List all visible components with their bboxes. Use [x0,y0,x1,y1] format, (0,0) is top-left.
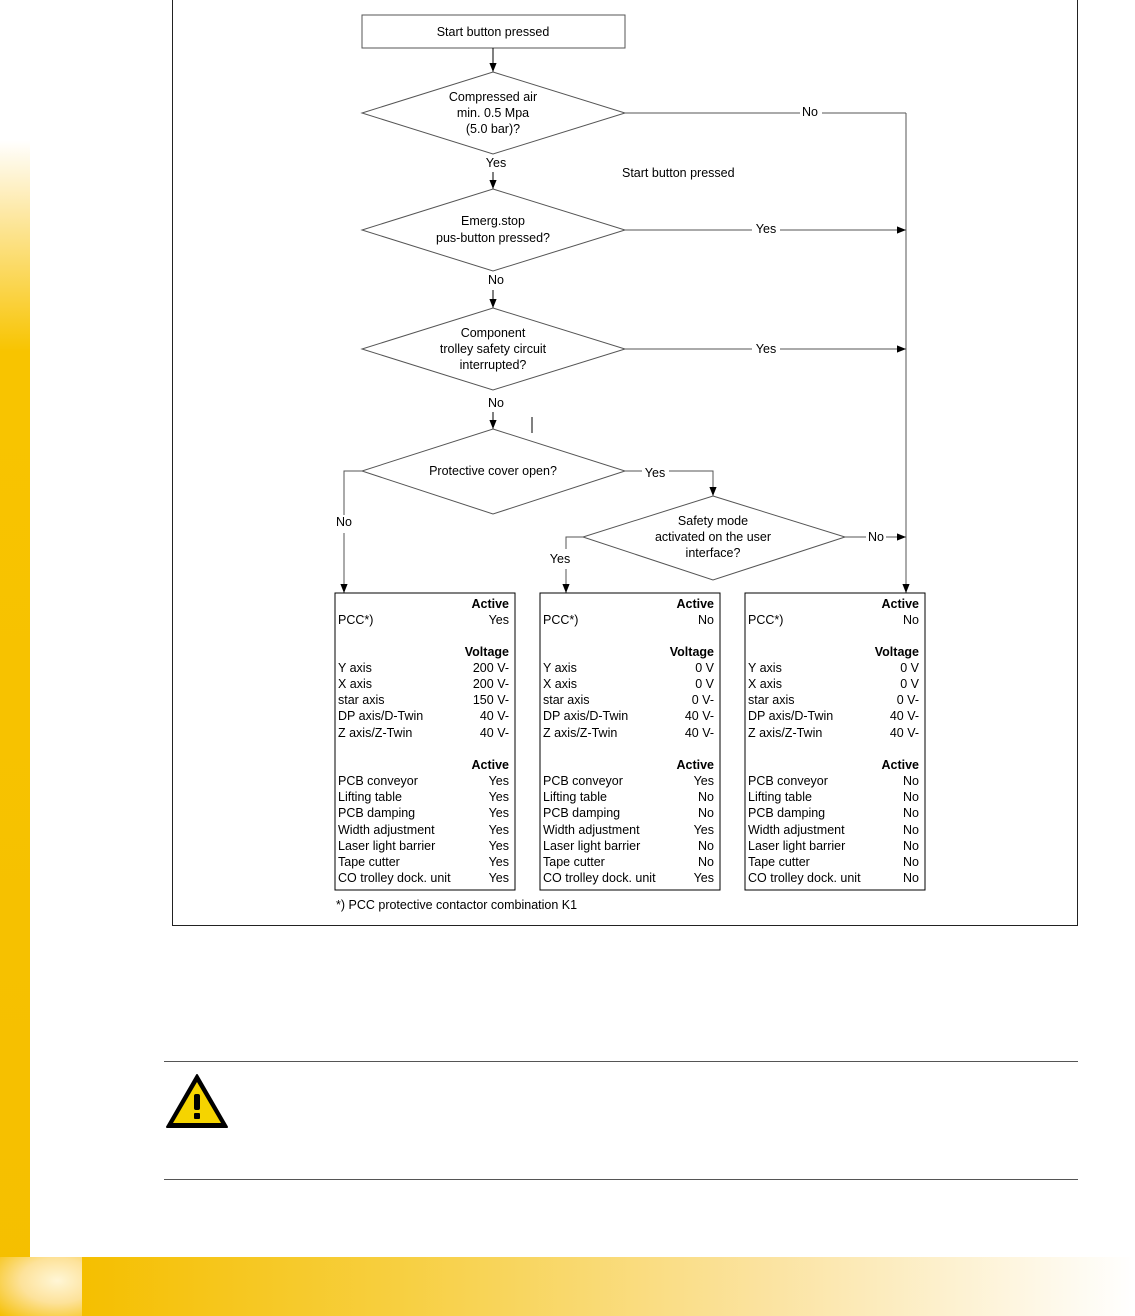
left-function-value: Yes [488,823,509,837]
right-function-value: No [903,855,919,869]
right-voltage-header: Voltage [874,645,919,659]
middle-voltage-label: DP axis/D-Twin [543,709,629,723]
edge-cover-no: No [336,515,352,529]
footnote: *) PCC protective contactor combination K1 [336,898,578,912]
middle-function-value: Yes [693,774,714,788]
left-function-value: Yes [488,790,509,804]
middle-voltage-value: 40 V- [684,709,714,723]
edge-estop-no: No [488,273,504,287]
right-function-label: CO trolley dock. unit [748,871,861,885]
right-function-label: Width adjustment [748,823,845,837]
status-box-middle [540,593,720,890]
right-function-value: No [903,823,919,837]
left-active-header: Active [471,758,509,772]
decision-safety-line2: activated on the user [654,530,772,544]
left-function-value: Yes [488,806,509,820]
decision-trolley-line3: interrupted? [459,358,527,372]
edge-estop-yes: Yes [755,222,777,236]
right-voltage-value: 0 V [900,661,919,675]
middle-voltage-value: 40 V- [684,726,714,740]
middle-function-value: No [698,806,714,820]
left-function-value: Yes [488,855,509,869]
edge-air-no: No [802,105,818,119]
connector-cover-no-a [344,471,362,515]
decision-air-line3: (5.0 bar)? [465,122,521,136]
start-label: Start button pressed [436,25,550,39]
left-voltage-label: star axis [338,693,385,707]
middle-function-label: Lifting table [543,790,607,804]
middle-pcc-header: Active [676,597,714,611]
edge-trolley-yes: Yes [755,342,777,356]
right-voltage-label: X axis [748,677,783,691]
middle-voltage-value: 0 V [695,661,714,675]
left-voltage-label: Y axis [338,661,372,675]
warning-bottom-rule [164,1179,1078,1180]
left-voltage-value: 40 V- [479,726,509,740]
right-voltage-value: 40 V- [889,709,919,723]
decision-air-line1: Compressed air [448,90,538,104]
edge-trolley-no: No [488,396,504,410]
middle-voltage-value: 0 V [695,677,714,691]
right-function-label: PCB damping [748,806,826,820]
middle-function-value: Yes [693,823,714,837]
warning-triangle-icon [164,1072,230,1130]
left-pcc-header: Active [471,597,509,611]
decision-estop-line2: pus-button pressed? [436,231,550,245]
left-voltage-value: 40 V- [479,709,509,723]
decision-cover-line1: Protective cover open? [429,464,557,478]
decision-safety-line3: interface? [685,546,741,560]
left-function-value: Yes [488,871,509,885]
right-function-value: No [903,806,919,820]
middle-voltage-header: Voltage [669,645,714,659]
middle-active-header: Active [676,758,714,772]
status-box-right [745,593,925,890]
decision-trolley-line2: trolley safety circuit [439,342,547,356]
left-pcc-value: Yes [488,613,509,627]
right-voltage-value: 40 V- [889,726,919,740]
middle-voltage-label: star axis [543,693,590,707]
decision-safety-line1: Safety mode [677,514,749,528]
middle-function-label: Width adjustment [543,823,640,837]
left-function-label: Laser light barrier [338,839,436,853]
left-pcc-label: PCC*) [338,613,374,627]
right-voltage-label: Y axis [748,661,782,675]
decision-air-line2: min. 0.5 Mpa [456,106,530,120]
right-function-label: PCB conveyor [748,774,828,788]
left-voltage-value: 200 V- [472,661,509,675]
decision-estop-line1: Emerg.stop [461,214,525,228]
middle-function-label: CO trolley dock. unit [543,871,656,885]
decision-trolley-line1: Component [460,326,526,340]
right-function-value: No [903,839,919,853]
middle-pcc-value: No [698,613,714,627]
right-function-value: No [903,790,919,804]
middle-voltage-label: Y axis [543,661,577,675]
middle-function-label: PCB conveyor [543,774,623,788]
right-voltage-value: 0 V- [896,693,919,707]
middle-function-value: Yes [693,871,714,885]
middle-function-value: No [698,855,714,869]
floating-label: Start button pressed [622,166,735,180]
right-function-label: Lifting table [748,790,812,804]
left-function-label: Tape cutter [338,855,400,869]
right-active-header: Active [881,758,919,772]
left-function-label: PCB conveyor [338,774,418,788]
middle-function-value: No [698,790,714,804]
left-voltage-header: Voltage [464,645,509,659]
right-function-value: No [903,774,919,788]
decision-estop [362,189,625,271]
right-pcc-value: No [903,613,919,627]
middle-function-label: PCB damping [543,806,621,820]
right-function-label: Laser light barrier [748,839,846,853]
middle-voltage-label: X axis [543,677,578,691]
left-function-label: CO trolley dock. unit [338,871,451,885]
left-function-value: Yes [488,839,509,853]
middle-function-value: No [698,839,714,853]
middle-pcc-label: PCC*) [543,613,579,627]
connector-safety-yes-a [566,537,583,549]
edge-air-yes: Yes [485,156,507,170]
connector-cover-yes-b [669,471,713,496]
left-function-label: Width adjustment [338,823,435,837]
middle-function-label: Laser light barrier [543,839,641,853]
right-voltage-value: 0 V [900,677,919,691]
edge-cover-yes: Yes [644,466,666,480]
middle-function-label: Tape cutter [543,855,605,869]
right-voltage-label: Z axis/Z-Twin [748,726,823,740]
warning-top-rule [164,1061,1078,1062]
left-voltage-label: Z axis/Z-Twin [338,726,413,740]
left-voltage-label: X axis [338,677,373,691]
left-function-value: Yes [488,774,509,788]
middle-voltage-label: Z axis/Z-Twin [543,726,618,740]
right-function-label: Tape cutter [748,855,810,869]
right-voltage-label: DP axis/D-Twin [748,709,834,723]
left-function-label: Lifting table [338,790,402,804]
left-function-label: PCB damping [338,806,416,820]
edge-safety-yes: Yes [549,552,571,566]
edge-safety-no: No [868,530,884,544]
status-box-left [335,593,515,890]
right-pcc-header: Active [881,597,919,611]
left-voltage-value: 200 V- [472,677,509,691]
right-voltage-label: star axis [748,693,795,707]
left-voltage-value: 150 V- [472,693,509,707]
right-function-value: No [903,871,919,885]
left-voltage-label: DP axis/D-Twin [338,709,424,723]
middle-voltage-value: 0 V- [691,693,714,707]
right-pcc-label: PCC*) [748,613,784,627]
